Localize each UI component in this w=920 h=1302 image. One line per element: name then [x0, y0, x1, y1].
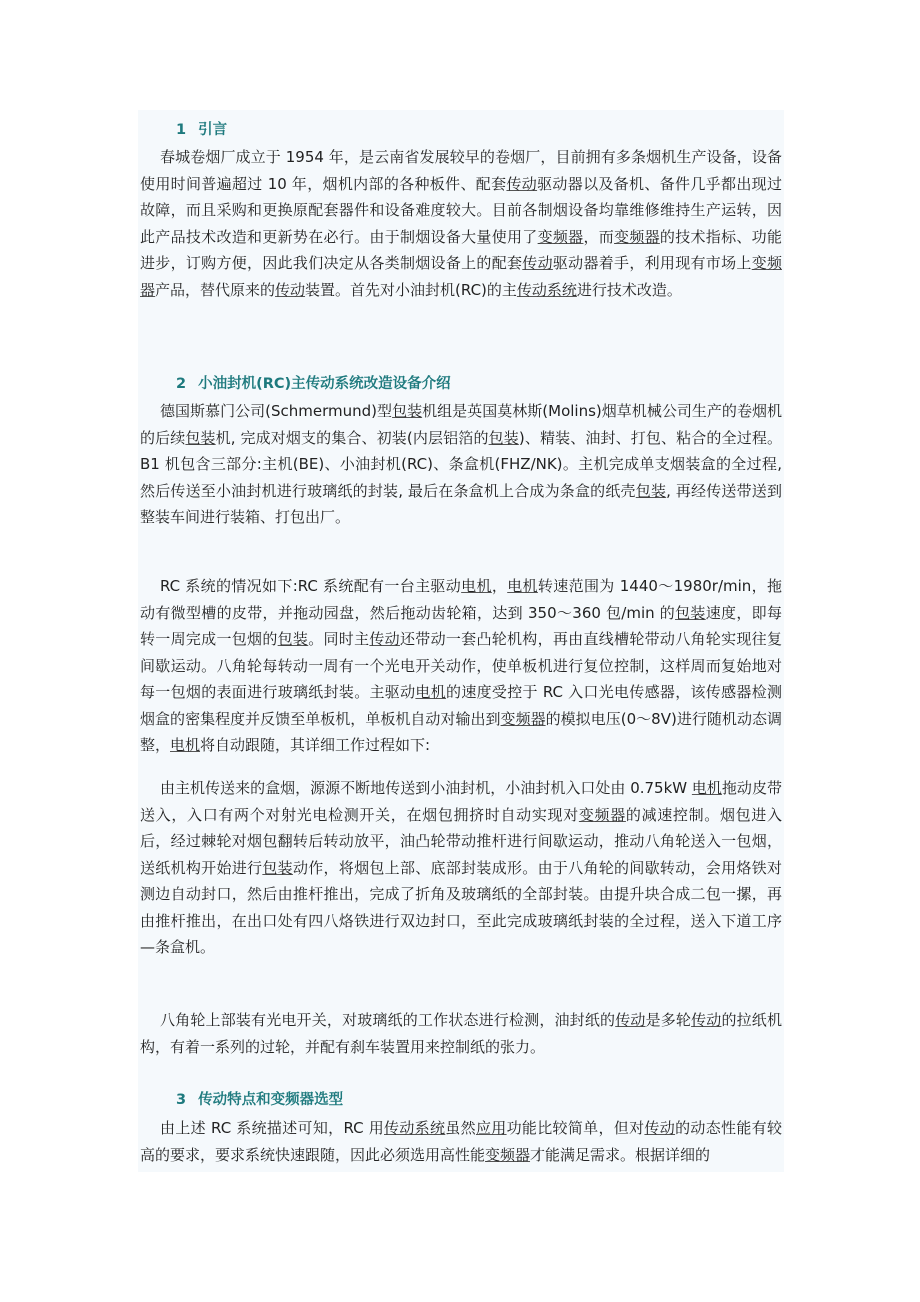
- section-3-heading: [176, 1090, 343, 1110]
- section-2-paragraph-4: 八角轮上部装有光电开关，对玻璃纸的工作状态进行检测，油封纸的传动是多轮传动的拉纸机构，有着一系列的过轮，并配有刹车装置用来控制纸的张力。: [140, 1011, 782, 1056]
- section-2-paragraph-2: RC 系统的情况如下:RC 系统配有一台主驱动电机，电机转速范围为 1440～1980r/min，拖动有微型槽的皮带，并拖动园盘，然后拖动齿轮箱，达到 350～360 包/min 的包装速度，即每转一周完成一包烟的包装。同时主传动还带动一套凸轮机构，再由直线槽轮带动八角轮实现往复间歇运动。八角轮每转动一周有一个光电开关动作，使单板机进行复位控制，这样周而复始地对每一包烟的表面进行玻璃纸封装。主驱动电机的速度受控于 RC 入口光电传感器，该传感器检测烟盒的密集程度并反馈至单板机，单板机自动对输出到变频器的模拟电压(0～8V)进行随机动态调整，电机将自动跟随，其详细工作过程如下:: [140, 577, 782, 754]
- section-title: 传动特点和变频器选型: [198, 1092, 344, 1108]
- section-2-heading: [176, 374, 451, 394]
- section-3-paragraph-1: 由上述 RC 系统描述可知，RC 用传动系统虽然应用功能比较简单，但对传动的动态性能有较高的要求，要求系统快速跟随，因此必须选用高性能变频器才能满足需求。根据详细的: [140, 1119, 782, 1164]
- section-number: 1: [176, 122, 187, 138]
- section-title: 引言: [198, 122, 228, 138]
- section-number: 3: [176, 1092, 187, 1108]
- document-page: [138, 110, 784, 1172]
- section-1-heading: [176, 120, 227, 140]
- section-number: 2: [176, 376, 187, 392]
- section-1-paragraph-1: 春城卷烟厂成立于 1954 年，是云南省发展较早的卷烟厂，目前拥有多条烟机生产设备，设备使用时间普遍超过 10 年，烟机内部的各种板件、配套传动驱动器以及备机、备件几乎都出现过故障，而且采购和更换原配套器件和设备难度较大。目前各制烟设备均靠维修维持生产运转，因此产品技术改造和更新势在必行。由于制烟设备大量使用了变频器，而变频器的技术指标、功能进步，订购方便，因此我们决定从各类制烟设备上的配套传动驱动器着手，利用现有市场上变频器产品，替代原来的传动装置。首先对小油封机(RC)的主传动系统进行技术改造。: [140, 148, 782, 299]
- section-2-paragraph-3: 由主机传送来的盒烟，源源不断地传送到小油封机，小油封机入口处由 0.75kW 电机拖动皮带送入，入口有两个对射光电检测开关，在烟包拥挤时自动实现对变频器的减速控制。烟包进入后，经过棘轮对烟包翻转后转动放平，油凸轮带动推杆进行间歇运动，推动八角轮送入一包烟，送纸机构开始进行包装动作，将烟包上部、底部封装成形。由于八角轮的间歇转动，会用烙铁对测边自动封口，然后由推杆推出，完成了折角及玻璃纸的全部封装。由提升块合成二包一摞，再由推杆推出，在出口处有四八烙铁进行双边封口，至此完成玻璃纸封装的全过程，送入下道工序—条盒机。: [140, 779, 782, 956]
- section-2-paragraph-1: 德国斯慕门公司(Schmermund)型包装机组是英国莫林斯(Molins)烟草机械公司生产的卷烟机的后续包装机, 完成对烟支的集合、初装(内层铝箔的包装)、精装、油封、打包、粘合的全过程。B1 机包含三部分:主机(BE)、小油封机(RC)、条盒机(FHZ/NK)。主机完成单支烟装盒的全过程, 然后传送至小油封机进行玻璃纸的封装, 最后在条盒机上合成为条盒的纸壳包装, 再经传送带送到整装车间进行装箱、打包出厂。: [140, 402, 782, 526]
- section-title: 小油封机(RC)主传动系统改造设备介绍: [198, 376, 451, 392]
